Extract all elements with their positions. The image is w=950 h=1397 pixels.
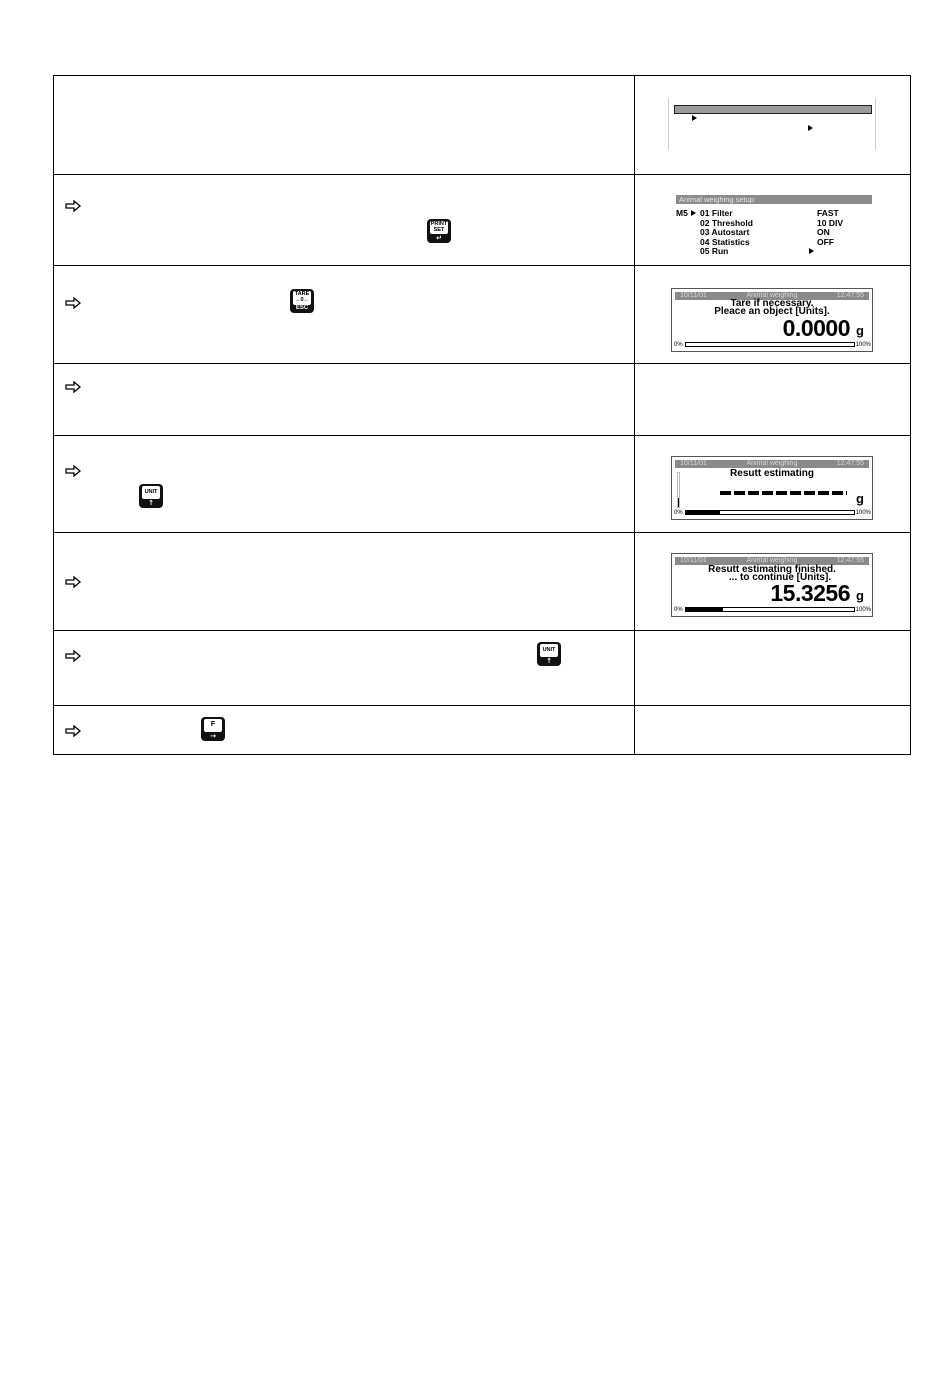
display-header: 10/11/01 Animal weighing 12:47:55 (675, 292, 869, 300)
progress-min-label: 0% (674, 607, 683, 613)
display-message: Tare if necessary. (730, 298, 814, 309)
menu-highlight-bar (674, 105, 872, 114)
finished-display (671, 553, 873, 617)
table-row (54, 631, 910, 706)
display-message: Pleace an object [Units]. (714, 306, 830, 317)
weight-value: 0.0000 (782, 315, 850, 341)
submenu-arrow-icon (808, 125, 813, 131)
print-set-key-icon: PRINT SET ↵ (427, 219, 451, 243)
menu-item-run[interactable]: 05 Run (700, 246, 729, 256)
table-row (54, 436, 910, 533)
weight-value: 15.3256 (770, 580, 850, 606)
step-arrow-icon (65, 381, 81, 393)
cursor-icon (691, 210, 696, 216)
display-message: Resutt estimating (730, 468, 814, 479)
step-arrow-icon (65, 725, 81, 737)
f-key-icon: F → (201, 717, 225, 741)
menu-value: FAST (817, 208, 839, 218)
progress-bar (685, 510, 855, 515)
cursor-icon (692, 115, 697, 121)
instruction-table (53, 75, 911, 755)
table-row (54, 364, 910, 436)
estimating-display (671, 456, 873, 520)
weight-unit: g (856, 491, 864, 506)
menu-value: ON (817, 227, 830, 237)
weight-unit: g (856, 323, 864, 338)
progress-bar (685, 607, 855, 612)
table-row (54, 175, 910, 266)
progress-bar (685, 342, 855, 347)
stability-bar (677, 472, 680, 508)
menu-prefix: M5 (676, 208, 688, 218)
menu-screen (668, 98, 876, 150)
progress-min-label: 0% (674, 342, 683, 348)
display-header: 10/11/01 Animal weighing 12:47:55 (675, 557, 869, 565)
unit-key-icon: UNIT ↑ (537, 642, 561, 666)
table-row (54, 266, 910, 364)
step-arrow-icon (65, 465, 81, 477)
display-message: Resutt estimating finished. (708, 564, 836, 575)
progress-max-label: 100% (855, 510, 871, 516)
step-arrow-icon (65, 650, 81, 662)
step-arrow-icon (65, 200, 81, 212)
menu-item-threshold[interactable]: 02 Threshold (700, 218, 753, 228)
menu-item-autostart[interactable]: 03 Autostart (700, 227, 750, 237)
menu-value: 10 DIV (817, 218, 843, 228)
progress-min-label: 0% (674, 510, 683, 516)
progress-max-label: 100% (855, 342, 871, 348)
display-header: 10/11/01 Animal weighing 12:47:55 (675, 460, 869, 468)
tare-esc-key-icon: TARE →0← ESC (290, 289, 314, 313)
table-row (54, 533, 910, 631)
menu-item-filter[interactable]: 01 Filter (700, 208, 733, 218)
setup-menu-screen (676, 195, 872, 255)
weight-dashes (720, 491, 847, 495)
setup-menu-title: Animal weighing setup (676, 195, 872, 204)
progress-fill (686, 511, 720, 514)
submenu-arrow-icon (809, 248, 814, 254)
step-arrow-icon (65, 576, 81, 588)
step-arrow-icon (65, 297, 81, 309)
weight-unit: g (856, 588, 864, 603)
table-row (54, 706, 910, 754)
progress-max-label: 100% (855, 607, 871, 613)
menu-item-statistics[interactable]: 04 Statistics (700, 237, 750, 247)
menu-value: OFF (817, 237, 834, 247)
progress-fill (686, 608, 723, 611)
unit-key-icon: UNIT ↑ (139, 484, 163, 508)
table-row (54, 76, 910, 175)
display-message: ... to continue [Units]. (728, 572, 832, 583)
tare-display (671, 288, 873, 352)
